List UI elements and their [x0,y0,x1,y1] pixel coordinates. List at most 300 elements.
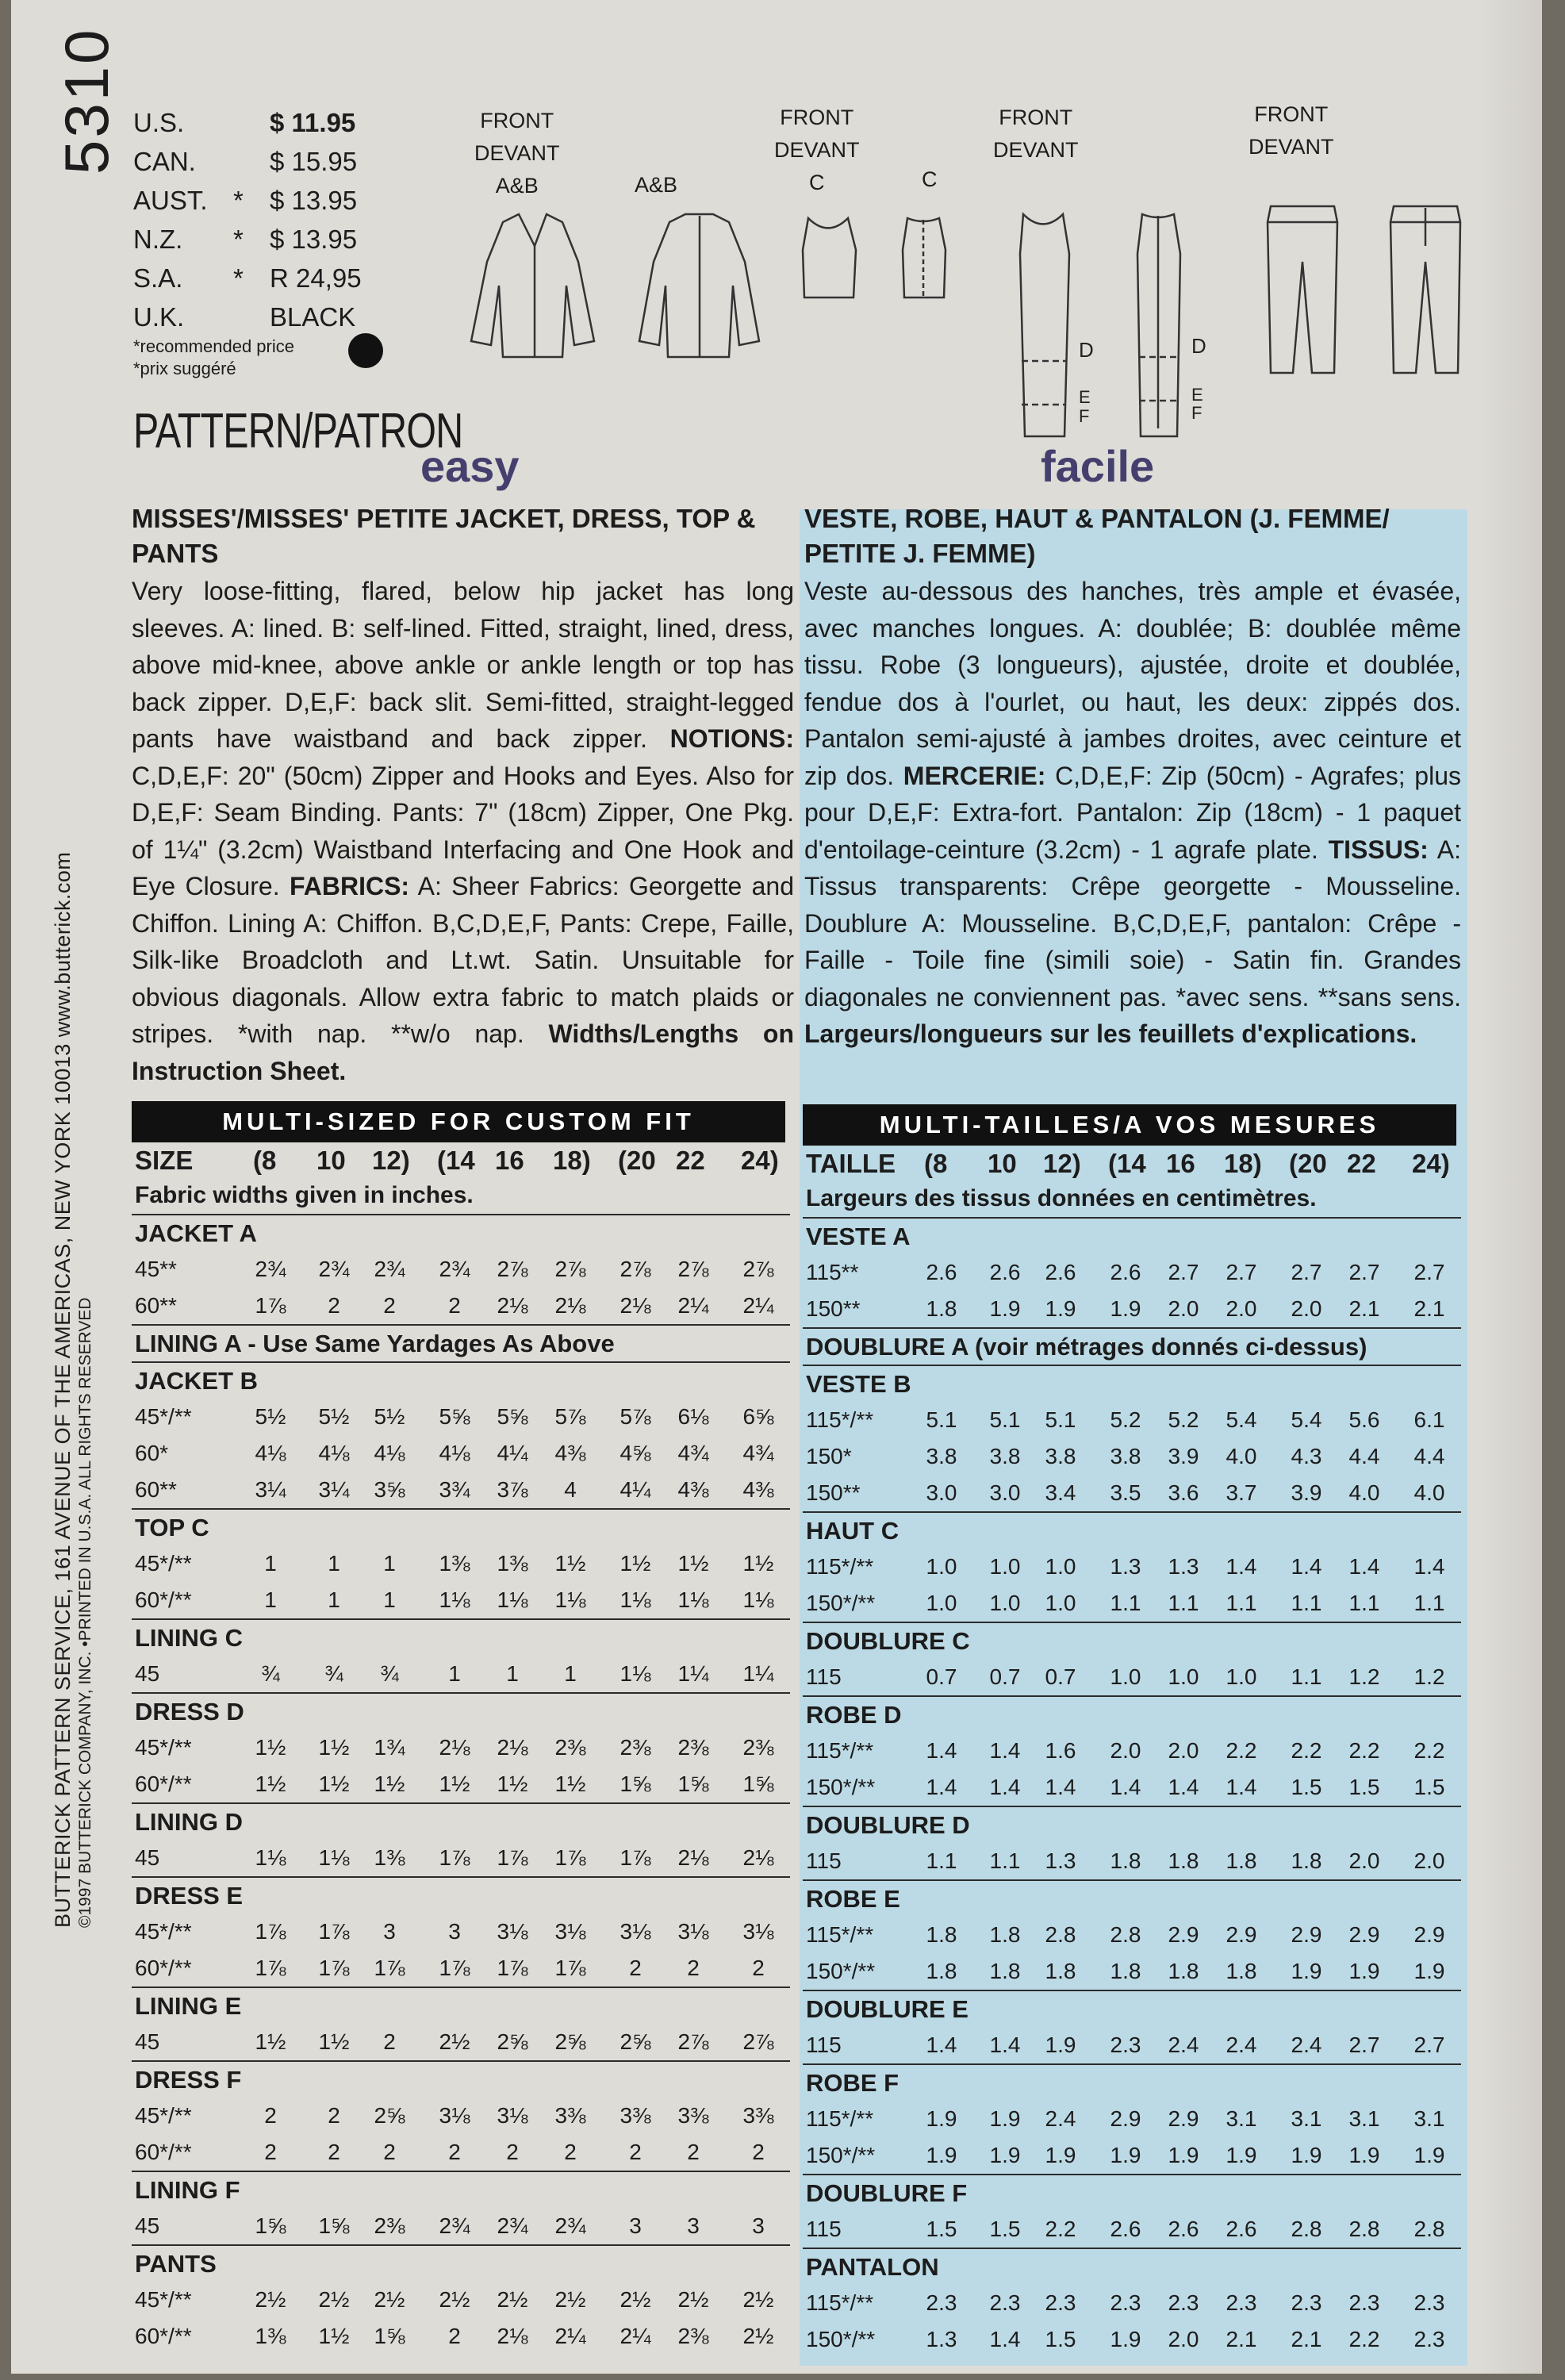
yardage-value: 5.4 [1291,1407,1322,1432]
yardage-row [132,1435,790,1472]
yardage-value: 2 [687,1956,700,1980]
garment-section-title: DOUBLURE C [803,1622,1461,1659]
fabric-width: 115*/** [806,1554,874,1579]
yardage-value: 2½ [439,2029,470,2054]
size-column-header: (14 [1108,1149,1146,1178]
yardage-value: 1½ [318,2029,350,2054]
yardage-value: 2⅜ [554,1735,586,1760]
yardage-value: 1.3 [926,2327,957,2351]
fabric-width: 45 [135,2029,160,2054]
yardage-value: 4¾ [677,1441,709,1465]
fabric-width: 150*/** [806,2143,876,2167]
yardage-value: 2¼ [619,2324,651,2348]
yardage-value: 5⅝ [439,1404,470,1429]
price-mark: * [233,186,244,215]
fabric-width: 115 [806,1664,842,1689]
copyright-line: ©1997 BUTTERICK COMPANY, INC. •PRINTED IN U.S.A. ALL RIGHTS RESERVED [76,1297,94,1928]
english-size-band: MULTI-SIZED FOR CUSTOM FIT [132,1101,785,1142]
yardage-value: 1⅛ [318,1845,350,1870]
size-column-header: 10 [988,1149,1017,1178]
yardage-value: 4.4 [1348,1444,1380,1468]
yardage-row [803,2211,1461,2248]
yardage-value: 4¼ [497,1441,528,1465]
yardage-value: 5.1 [989,1407,1021,1432]
yardage-value: 4⅛ [374,1441,405,1465]
yardage-row [803,1769,1461,1806]
yardage-row [132,2024,790,2060]
price-mark [233,142,270,181]
price-row [133,142,366,181]
yardage-value: 2.8 [1291,2217,1322,2241]
yardage-value: 2½ [497,2287,528,2312]
fabric-width: 45*/** [135,2287,192,2312]
yardage-value: 2⅛ [439,1735,470,1760]
yardage-value: 2 [448,2140,461,2164]
top-sketches [796,202,955,305]
pants-sketches [1255,198,1485,381]
garment-section-title: DOUBLURE A (voir métrages donnés ci-dessus) [803,1327,1461,1365]
size-column-header: 10 [316,1146,346,1175]
yardage-row [132,2134,790,2171]
price-row [133,103,366,142]
price-amount: $ 13.95 [270,186,358,215]
garment-section-title: DRESS D [132,1692,790,1729]
yardage-row [132,2098,790,2134]
yardage-value: 1.2 [1413,1664,1445,1689]
yardage-value: 1⅝ [619,1772,651,1796]
fabric-width: 115*/** [806,1738,874,1763]
english-body: Very loose-fitting, flared, below hip jacket has long sleeves. A: lined. B: self-lined. Fitted, straight, lined, dress, above mid-knee, above ankle or ankle length or top has back zipper. D,E,F: back slit. Semi-fitted, straight-legged pants have waistband and back zipper. NOTIONS: C,D,E,F: 20" (50cm) Zipper and Hooks and Eyes. Also for D,E,F: Seam Binding. Pants: 7" (18cm) Zipper, One Pkg. of 1¼" (3.2cm) Waistband Interfacing and One Hook and Eye Closure. FABRICS: A: Sheer Fabrics: Georgette and Chiffon. Lining A: Chiffon. B,C,D,E,F, Pants: Crepe, Faille, Silk-like Broadcloth and Lt.wt. Satin. Unsuitable for obvious diagonals. Allow extra fabric to match plaids or stripes. *with nap. **w/o nap. Widths/Lengths on Instruction Sheet. [132,577,795,1085]
pattern-envelope-back: 5310 BUTTERICK PATTERN SERVICE, 161 AVENUE OF THE AMERICAS, NEW YORK 10013 www.butterick.com ©1997 BUTTERICK COMPANY, INC. •PRINTED IN U.S.A. ALL RIGHTS RESERVED U.S. $ 11.95 CAN. $ 15.95 AUST. * $ 13.95 N.Z. * $ 13.95 S.A. * R 24,95 U.K. BLACK *recommended price *prix suggéré PATTERN/PATRON easy facile FRONT DEVANT A&B A&B FRONT DEVANT C C FRONT DEVANT FRONT DEVANT D E F D E F MISSES'/MISSES' PETITE JACKET, DRESS, TOP & PANTS Very loose-fitting, flared, below hip jacket has long sleeves. A: lined. B: self-lined. Fitted, straight, lined, dress, above mid-knee, above ankle or ankle length or top has back zipper. D,E,F: back slit. Semi-fitted, straight-legged pants have waistband and back zipper. NOTIONS: C,D,E,F: 20" (50cm) Zipper and Hooks and Eyes. Also for D,E,F: Seam Binding. Pants: 7" (18cm) Zipper, One Pkg. of 1¼" (3.2cm) Waistband Interfacing and One Hook and Eye Closure. FABRICS: A: Sheer Fabrics: Georgette and Chiffon. Lining A: Chiffon. B,C,D,E,F, Pants: Crepe, Faille, Silk-like Broadcloth and Lt.wt. Satin. Unsuitable for obvious diagonals. Allow extra fabric to match plaids or stripes. *with nap. **w/o nap. Widths/Lengths on Instruction Sheet. VESTE, ROBE, HAUT & PANTALON (J. FEMME/ PETITE J. FEMME) Veste au-dessous des hanches, très ample et évasée, avec manches longues. A: doublée; B: doublée même tissu. Robe (3 longueurs), ajustée, droite et doublée, fendue dos à l'ourlet, ou haut, les deux: zippés dos. Pantalon semi-ajusté à jambes droites, avec ceinture et zip dos. MERCERIE: C,D,E,F: Zip (50cm) - Agrafes; plus pour D,E,F: Extra-fort. Pantalon: Zip (18cm) - 1 paquet d'entoilage-ceinture (3.2cm) - 1 agrafe plate. TISSUS: A: Tissus transparents: Crêpe georgette - Mousseline. Doublure A: Mousseline. B,C,D,E,F, pantalon: Crêpe - Faille - Toile fine (simili soie) - Satin fin. Grandes diagonales ne conviennent pas. *avec sens. **sans sens. Largeurs/longueurs sur les feuillets d'explications. MULTI-SIZED FOR CUSTOM FIT MULTI-TAILLES/A VOS MESURES SIZE (8 10 12) (14 16 18) (20 22 24) TAILLE (8 10 12) (14 16 18) (20 22 24) Fabric widths given in inches. Largeurs des tissus données en centimètres. JACKET A 45** 2¾ 2¾ 2¾ 2¾ 2⅞ 2⅞ 2⅞ 2⅞ 2⅞ 60** 1⅞ 2 2 2 2⅛ 2⅛ 2⅛ 2¼ 2¼ LINING A - Use Same Yardages As Above JACKET B 45*/** 5½ 5½ 5½ 5⅝ 5⅝ 5⅞ 5⅞ 6⅛ 6⅝ 60* 4⅛ 4⅛ 4⅛ 4⅛ 4¼ 4⅜ 4⅝ 4¾ 4¾ 60** 3¼ 3¼ 3⅝ 3¾ 3⅞ 4 4¼ 4⅜ 4⅜ TOP C 45*/** 1 1 1 1⅜ 1⅜ 1½ 1½ 1½ 1½ 60*/** 1 1 1 1⅛ 1⅛ 1⅛ 1⅛ 1⅛ 1⅛ LINING C 45 ¾ ¾ ¾ 1 1 1 1⅛ 1¼ 1¼ DRESS D 45*/** 1½ 1½ 1¾ 2⅛ 2⅛ 2⅜ 2⅜ 2⅜ 2⅜ 60*/** 1½ 1½ 1½ 1½ 1½ 1½ 1⅝ 1⅝ 1⅝ LINING D 45 1⅛ 1⅛ 1⅜ 1⅞ 1⅞ 1⅞ 1⅞ 2⅛ 2⅛ DRESS E 45*/** 1⅞ 1⅞ 3 3 3⅛ 3⅛ 3⅛ 3⅛ 3⅛ 60*/** 1⅞ 1⅞ 1⅞ 1⅞ 1⅞ 1⅞ 2 2 2 LINING E 45 1½ 1½ 2 2½ 2⅝ 2⅝ 2⅝ 2⅞ 2⅞ DRESS F 45*/** 2 2 2⅝ 3⅛ 3⅛ 3⅜ 3⅜ 3⅜ 3⅜ 60*/** 2 2 2 2 2 2 2 2 2 LINING F 45 1⅝ 1⅝ 2⅜ 2¾ 2¾ 2¾ 3 3 3 PANTS 45*/** 2½ 2½ 2½ 2½ 2½ 2½ 2½ 2½ 2½ 60*/** 1⅜ 1½ 1⅝ 2 2⅛ 2¼ 2¼ 2⅜ 2½ VESTE A 115** 2.6 2.6 2.6 2.6 2.7 2.7 2.7 2.7 2.7 150** 1.8 1.9 1.9 1.9 2.0 2.0 2.0 2.1 2.1 DOUBLURE A (voir métrages donnés ci-dessus) VESTE B 115*/** 5.1 5.1 5.1 5.2 5.2 5.4 5.4 5.6 6.1 150* 3.8 3.8 3.8 3.8 3.9 4.0 4.3 4.4 4.4 150** 3.0 3.0 3.4 3.5 3.6 3.7 3.9 4.0 4.0 HAUT C 115*/** 1.0 1.0 1.0 1.3 1.3 1.4 1.4 1.4 1.4 150*/** 1.0 1.0 1.0 1.1 1.1 1.1 1.1 1.1 1.1 DOUBLURE C 115 0.7 0.7 0.7 1.0 1.0 1.0 1.1 1.2 1.2 ROBE D 115*/** 1.4 1.4 1.6 2.0 2.0 2.2 2.2 2.2 2.2 150*/** 1.4 1.4 1.4 1.4 1.4 1.4 1.5 1.5 1.5 DOUBLURE D 115 1.1 1.1 1.3 1.8 1.8 1.8 1.8 2.0 2.0 ROBE E 115*/** 1.8 1.8 2.8 2.8 2.9 2.9 2.9 2.9 2.9 150*/** 1.8 1.8 1.8 1.8 1.8 1.8 1.9 1.9 1.9 DOUBLURE E 115 1.4 1.4 1.9 2.3 2.4 2.4 2.4 2.7 2.7 ROBE F 115*/** 1.9 1.9 2.4 2.9 2.9 3.1 3.1 3.1 3.1 150*/** 1.9 1.9 1.9 1.9 1.9 1.9 1.9 1.9 1.9 DOUBLURE F 115 1.5 1.5 2.2 2.6 2.6 2.6 2.8 2.8 2.8 PANTALON 115*/** 2.3 2.3 2.3 2.3 2.3 2.3 2.3 2.3 2.3 150*/** 1.3 1.4 1.5 1.9 2.0 2.1 2.1 2.2 2.3 [11,0,1542,2374]
price-country: CAN. [133,147,196,176]
yardage-value: 2⅛ [554,1293,586,1318]
yardage-value: 2.3 [989,2290,1021,2315]
yardage-value: 1.9 [1045,2143,1076,2167]
view-label-pants-front: FRONT DEVANT [1249,102,1334,159]
yardage-value: 1 [264,1551,277,1576]
yardage-value: 2⅞ [677,1257,709,1281]
yardage-value: 3.7 [1226,1480,1257,1505]
yardage-value: 1½ [255,1735,286,1760]
yardage-value: 2.7 [1348,2033,1380,2057]
yardage-value: 1.4 [1291,1554,1322,1579]
length-label-f-back: F [1191,403,1203,423]
yardage-value: 5⅞ [619,1404,651,1429]
fabric-width: 115** [806,1260,859,1284]
french-title: VESTE, ROBE, HAUT & PANTALON (J. FEMME/ PETITE J. FEMME) [804,504,1390,568]
yardage-value: 1½ [554,1551,586,1576]
yardage-value: 3¼ [318,1477,350,1502]
yardage-row [803,1843,1461,1879]
yardage-value: 1.5 [1291,1775,1322,1799]
yardage-value: 1.9 [989,2143,1021,2167]
yardage-value: 3 [448,1919,461,1944]
yardage-value: 1.0 [1226,1664,1257,1689]
yardage-row [132,1399,790,1435]
yardage-value: 5½ [374,1404,405,1429]
yardage-value: 1 [448,1661,461,1686]
uk-black-dot [348,333,383,368]
yardage-value: 2.3 [1226,2290,1257,2315]
french-description [804,501,1461,1053]
yardage-value: 2.1 [1291,2327,1322,2351]
yardage-value: 1.9 [926,2143,957,2167]
yardage-value: 1.9 [1110,2143,1141,2167]
yardage-value: 2¼ [677,1293,709,1318]
yardage-value: 6⅝ [742,1404,774,1429]
yardage-value: 2⅝ [374,2103,405,2128]
yardage-value: 1½ [255,1772,286,1796]
view-label-ab-back: A&B [635,173,678,197]
yardage-value: 2¾ [439,1257,470,1281]
yardage-value: 1⅞ [255,1956,286,1980]
size-column-header: 16 [495,1146,524,1175]
yardage-value: 2.7 [1226,1260,1257,1284]
yardage-value: 2.0 [1226,1296,1257,1321]
fabric-width: 150*/** [806,1959,876,1983]
yardage-value: 2¾ [374,1257,405,1281]
yardage-value: 2 [687,2140,700,2164]
yardage-value: 1½ [619,1551,651,1576]
yardage-value: 2¾ [439,2213,470,2238]
yardage-value: 1⅛ [677,1587,709,1612]
view-label-c-front: FRONT DEVANT C [774,106,860,194]
fabric-width: 115*/** [806,2106,874,2131]
yardage-value: 2 [328,1293,340,1318]
yardage-row [803,2101,1461,2137]
view-label-ab-front: FRONT DEVANT A&B [474,109,560,198]
yardage-value: 2.9 [1168,1922,1199,1947]
yardage-value: 2¾ [554,2213,586,2238]
yardage-value: 1⅛ [554,1587,586,1612]
yardage-value: 1.4 [926,1738,957,1763]
yardage-value: 1⅞ [439,1845,470,1870]
yardage-value: 2¾ [318,1257,350,1281]
yardage-value: 1.9 [1291,1959,1322,1983]
yardage-value: 1.5 [1413,1775,1445,1799]
yardage-value: 1.8 [926,1922,957,1947]
price-table [133,103,366,336]
yardage-value: 3.1 [1291,2106,1322,2131]
yardage-value: 2⅜ [677,2324,709,2348]
yardage-value: 1.0 [989,1591,1021,1615]
yardage-value: 4 [564,1477,577,1502]
garment-section-title: LINING A - Use Same Yardages As Above [132,1324,790,1361]
fabric-width: 60** [135,1293,177,1318]
yardage-value: 2.7 [1413,1260,1445,1284]
yardage-value: 5⅝ [497,1404,528,1429]
yardage-value: 1.0 [1045,1591,1076,1615]
yardage-value: 3.9 [1168,1444,1199,1468]
price-row [133,181,366,220]
yardage-row [803,1549,1461,1585]
length-label-d-back: D [1191,334,1206,358]
yardage-value: 3⅝ [374,1477,405,1502]
yardage-row [803,1917,1461,1953]
yardage-value: 1⅝ [742,1772,774,1796]
yardage-value: 2¼ [554,2324,586,2348]
yardage-value: 1.8 [1168,1848,1199,1873]
fabric-width: 115 [806,2217,842,2241]
yardage-value: 1.8 [1045,1959,1076,1983]
size-column-header: 22 [1347,1149,1376,1178]
price-country: U.S. [133,108,185,137]
size-column-header: 12) [372,1146,410,1175]
yardage-value: 2⅞ [677,2029,709,2054]
view-label-def-front: FRONT DEVANT [993,106,1079,162]
price-amount: BLACK [270,302,356,332]
yardage-value: 1.8 [926,1959,957,1983]
yardage-row [803,1438,1461,1475]
yardage-value: 4⅜ [554,1441,586,1465]
price-country: U.K. [133,302,185,332]
yardage-value: 1.9 [1226,2143,1257,2167]
length-label-e-back: E [1191,385,1203,405]
price-country: AUST. [133,186,208,215]
yardage-value: 2.3 [926,2290,957,2315]
yardage-value: 2⅞ [497,1257,528,1281]
yardage-value: 2 [752,2140,765,2164]
yardage-value: 3.8 [989,1444,1021,1468]
length-label-e: E [1079,387,1091,407]
yardage-value: 2.6 [989,1260,1021,1284]
yardage-value: 1.1 [1110,1591,1141,1615]
yardage-value: 1.9 [926,2106,957,2131]
yardage-value: 3.5 [1110,1480,1141,1505]
price-amount: $ 13.95 [270,225,358,254]
yardage-value: 2.7 [1291,1260,1322,1284]
yardage-value: 2.2 [1413,1738,1445,1763]
yardage-value: 2.8 [1045,1922,1076,1947]
yardage-value: 1¼ [677,1661,709,1686]
dress-sketches [1007,198,1229,444]
fabric-width: 60*/** [135,2140,192,2164]
yardage-value: 2⅜ [374,2213,405,2238]
yardage-value: 1⅞ [374,1956,405,1980]
yardage-value: 3.0 [989,1480,1021,1505]
yardage-value: 1.1 [989,1848,1021,1873]
yardage-value: 0.7 [1045,1664,1076,1689]
yardage-value: 1⅝ [374,2324,405,2348]
yardage-value: 2 [448,2324,461,2348]
yardage-value: 1⅛ [255,1845,286,1870]
yardage-value: 1.3 [1110,1554,1141,1579]
yardage-value: 1.1 [1226,1591,1257,1615]
price-row [133,298,366,336]
yardage-value: 2⅛ [497,1293,528,1318]
size-column-header: 24) [741,1146,779,1175]
garment-section-title: TOP C [132,1508,790,1545]
yardage-value: 2.4 [1168,2033,1199,2057]
yardage-row [132,1288,790,1324]
yardage-value: 2⅞ [554,1257,586,1281]
yardage-value: 1.0 [1168,1664,1199,1689]
yardage-row [803,1585,1461,1622]
yardage-value: 1.9 [1348,2143,1380,2167]
garment-section-title: ROBE D [803,1695,1461,1733]
yardage-row [132,2208,790,2244]
yardage-value: 1.9 [1348,1959,1380,1983]
fabric-width: 115 [806,2033,842,2057]
yardage-row [803,1659,1461,1695]
yardage-value: 2½ [677,2287,709,2312]
yardage-value: 4⅛ [255,1441,286,1465]
yardage-value: 4.4 [1413,1444,1445,1468]
yardage-value: 2.9 [1291,1922,1322,1947]
yardage-row [132,1950,790,1987]
yardage-row [132,1766,790,1802]
yardage-value: 4.0 [1413,1480,1445,1505]
yardage-value: 1½ [318,2324,350,2348]
yardage-value: 2 [564,2140,577,2164]
yardage-value: 2½ [439,2287,470,2312]
yardage-value: 2.6 [1110,2217,1141,2241]
garment-section-title: PANTALON [803,2248,1461,2285]
view-label-c-back: C [922,167,938,191]
yardage-value: 1 [383,1551,396,1576]
yardage-value: 1.0 [1045,1554,1076,1579]
yardage-value: 2½ [742,2324,774,2348]
yardage-value: 2.0 [1291,1296,1322,1321]
yardage-row [803,1475,1461,1511]
pattern-number: 5310 [52,27,121,175]
yardage-value: 2⅝ [619,2029,651,2054]
price-row [133,259,366,298]
fabric-width: 60** [135,1477,177,1502]
yardage-value: ¾ [380,1661,399,1686]
yardage-value: 2⅜ [677,1735,709,1760]
price-country: S.A. [133,263,183,293]
yardage-value: 2⅝ [554,2029,586,2054]
yardage-value: 1⅞ [619,1845,651,1870]
yardage-value: 0.7 [989,1664,1021,1689]
yardage-value: 2.3 [1413,2327,1445,2351]
yardage-value: 1.4 [1045,1775,1076,1799]
yardage-value: 1½ [318,1772,350,1796]
yardage-value: 1.9 [1413,1959,1445,1983]
yardage-value: 5½ [318,1404,350,1429]
yardage-value: 1.1 [1291,1664,1322,1689]
yardage-value: 4¼ [619,1477,651,1502]
yardage-value: 2.2 [1348,1738,1380,1763]
yardage-value: 0.7 [926,1664,957,1689]
yardage-value: 1.9 [1413,2143,1445,2167]
english-fabric-note: Fabric widths given in inches. [135,1182,474,1208]
yardage-value: 1.8 [1168,1959,1199,1983]
yardage-value: 3.8 [1045,1444,1076,1468]
yardage-value: 2.6 [1110,1260,1141,1284]
fabric-width: 45*/** [135,1919,192,1944]
yardage-value: 1.0 [989,1554,1021,1579]
yardage-value: ¾ [324,1661,343,1686]
yardage-value: 2⅜ [742,1735,774,1760]
yardage-value: 5.1 [1045,1407,1076,1432]
yardage-row [132,1251,790,1288]
price-mark [233,103,270,142]
yardage-value: 1.4 [1348,1554,1380,1579]
yardage-value: 2 [448,1293,461,1318]
yardage-value: 1.4 [1413,1554,1445,1579]
yardage-value: 1.9 [1110,1296,1141,1321]
price-mark: * [233,263,244,293]
fabric-width: 45*/** [135,1551,192,1576]
yardage-value: 3¼ [255,1477,286,1502]
yardage-value: 6⅛ [677,1404,709,1429]
yardage-value: 3.8 [1110,1444,1141,1468]
french-size-band: MULTI-TAILLES/A VOS MESURES [803,1104,1456,1146]
garment-section-title: LINING E [132,1987,790,2024]
yardage-value: 3.9 [1291,1480,1322,1505]
yardage-value: 2¾ [255,1257,286,1281]
yardage-value: 3.1 [1348,2106,1380,2131]
pattern-label: PATTERN/PATRON [133,404,463,459]
fabric-width: 45*/** [135,2103,192,2128]
yardage-value: 3⅛ [742,1919,774,1944]
english-title: MISSES'/MISSES' PETITE JACKET, DRESS, TOP & PANTS [132,504,756,568]
yardage-value: 5½ [255,1404,286,1429]
yardage-value: 1⅛ [742,1587,774,1612]
yardage-value: 2.6 [1226,2217,1257,2241]
yardage-value: 2.9 [1226,1922,1257,1947]
yardage-row [803,1733,1461,1769]
yardage-row [803,2137,1461,2174]
price-amount: R 24,95 [270,263,362,293]
yardage-value: 1½ [742,1551,774,1576]
yardage-value: 3 [383,1919,396,1944]
yardage-value: 3⅛ [439,2103,470,2128]
yardage-value: 1.8 [989,1922,1021,1947]
yardage-value: 2 [629,2140,642,2164]
publisher-address: BUTTERICK PATTERN SERVICE, 161 AVENUE OF THE AMERICAS, NEW YORK 10013 www.butterick.com [51,851,75,1928]
yardage-value: 2½ [619,2287,651,2312]
yardage-value: 1.4 [926,2033,957,2057]
yardage-value: 3⅛ [497,1919,528,1944]
yardage-value: 1½ [374,1772,405,1796]
price-amount: $ 15.95 [270,147,358,176]
yardage-value: 2⅞ [742,1257,774,1281]
yardage-value: 1⅞ [497,1956,528,1980]
yardage-value: 1.1 [1291,1591,1322,1615]
yardage-value: 1.8 [1110,1959,1141,1983]
yardage-value: 2½ [255,2287,286,2312]
garment-section-title: LINING C [132,1618,790,1656]
yardage-value: 1.9 [1168,2143,1199,2167]
yardage-value: 1.0 [926,1591,957,1615]
yardage-value: 2.0 [1168,2327,1199,2351]
yardage-value: 1.8 [1226,1848,1257,1873]
yardage-row [803,2027,1461,2063]
yardage-value: 2.8 [1110,1922,1141,1947]
yardage-value: 2 [328,2140,340,2164]
yardage-value: 1.9 [1291,2143,1322,2167]
fabric-width: 45 [135,1845,160,1870]
english-yardage-table [132,1214,790,2355]
garment-section-title: HAUT C [803,1511,1461,1549]
length-label-f: F [1079,406,1090,426]
fabric-width: 115*/** [806,2290,874,2315]
yardage-value: 2.2 [1348,2327,1380,2351]
fabric-width: 115*/** [806,1407,874,1432]
yardage-value: 1.4 [1110,1775,1141,1799]
yardage-value: 4.0 [1226,1444,1257,1468]
size-column-header: (20 [1289,1149,1327,1178]
fabric-width: 150*/** [806,2327,876,2351]
yardage-value: 2.3 [1348,2290,1380,2315]
yardage-value: 1.4 [989,1775,1021,1799]
yardage-value: 1.8 [1110,1848,1141,1873]
yardage-row [803,1953,1461,1990]
yardage-row [803,2285,1461,2321]
